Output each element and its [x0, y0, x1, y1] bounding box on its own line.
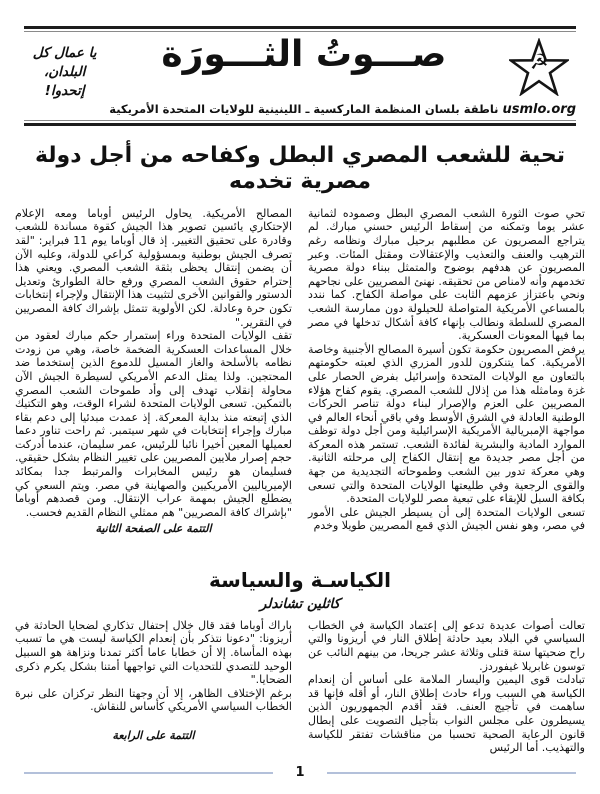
- article1-continuation-note: التتمة على الصفحة الثانية: [95, 522, 212, 536]
- publication-title: صـــوتُ الثـــورَة: [161, 34, 447, 75]
- masthead-bottom-rule: [24, 120, 576, 126]
- article2-headline: الكياسـة والسياسة: [209, 567, 391, 592]
- paragraph: يا عمال كل: [32, 44, 97, 61]
- article1-column-left: [15, 207, 292, 559]
- article1-headline: تحية للشعب المصري البطل وكفاحه من أجل دولة مصرية تخدمه: [34, 143, 566, 195]
- article1-left-paragraphs: [15, 207, 292, 520]
- top-rule-thick: [24, 26, 576, 29]
- article2-right-paragraphs: [308, 619, 585, 755]
- article2-left-paragraphs: [15, 619, 292, 714]
- article2-header: [0, 568, 600, 612]
- masthead-top-rule: [24, 26, 576, 32]
- paragraph: تحي صوت الثورة الشعب المصري البطل وصموده لثمانية عشر يوما وتمكنه من إسقاط الرئيس حسني مبارك. لم يتراجع المصريون عن مطلبهم برحيل مبارك ونظامه رغم الترهيب والعنف والتعذيب والإعتقالات ومقتل المئات. وعبر المصريون عن هدفهم بوضوح والمتمثل ببناء دولة مصرية تخدمهم وأنه لامناص من تحقيقه. نهنئ المصريين على نجاحهم ونحي باعتزاز عزمهم الثابت على مواصلة الكفاح. كما نندد بالمساعي الأمريكية المتواصلة للحيلولة دون ممارسة الشعب المصري للسلطة ونطالب بإنهاء كافة أشكال تدخلها في مصر بما فيها المعونات العسكرية.: [308, 206, 585, 343]
- article1-body: [15, 207, 585, 559]
- article1-column-right: [308, 207, 585, 559]
- masthead-logo-block: [502, 36, 576, 118]
- paragraph: تسعى الولايات المتحدة إلى أن يسيطر الجيش على الأمور في مصر، وهو نفس الجيش الذي قمع المصريين طويلا وخدم: [308, 505, 585, 533]
- paragraph: باراك أوباما فقد قال خلال إحتفال تذكاري لضحايا الحادثة في أريزونا: "دعونا نتذكر بأن إنعدام الكياسة ليست هي ما تسبب بهذه المأساة. إلا أن خطابا عاما أكثر تمدنا ونزاهة هو السبيل الوحيد للتصدي للتحديات التي تواجهها أمتنا بشكل يكرم ذكرى الضحايا.": [15, 618, 292, 687]
- page-footer: [24, 765, 576, 780]
- masthead: [24, 36, 576, 118]
- website-url: usmlo.org: [502, 102, 576, 117]
- bottom-rule-thick: [24, 123, 576, 126]
- workers-slogan: [24, 36, 105, 118]
- top-rule-thin: [24, 31, 576, 32]
- paragraph: البلدان،: [43, 63, 86, 80]
- paragraph: إتحدوا!: [44, 82, 85, 99]
- paragraph: يرفض المصريون حكومة تكون أسيرة المصالح الأجنبية وخاصة الأمريكية. كما يتنكرون للدور المزري الذي لعبته حكومتهم بالتعاون مع الولايات المتحدة وإسرائيل بفرض الحصار على غزة ومامثله هذا من إذلال للشعب المصري. يقوم كفاح هؤلاء المصريين على العزم والإصرار لبناء دولة تناصر الحركات الوطنية العادلة في الشرق الأوسط وفي باقي أنحاء العالم في مواجهة الإمبريالية الأمريكية الإسرائيلية ومن أجل دولة توظف الموارد المادية والبشرية لفائدة الشعب. تستمر هذه المعركة من أجل مصر جديدة مع إنتقال الكفاح إلى مرحلته الثانية. وهي معركة تدور بين الشعب وطموحاته التجديدية من جهة والقوى الرجعية وفي طليعتها الولايات المتحدة والتي تسعى بكافة السبل للإبقاء على تبعية مصر للولايات المتحدة.: [307, 342, 585, 506]
- paragraph: تعالت أصوات عديدة تدعو إلى إعتماد الكياسة في الخطاب السياسي في البلاد بعيد حادثة إطلاق النار في أريزونا والتي راح ضحيتها ستة قتلى وثلاثة عشر جريحا، من بينهم النائب عن توسون غابريلا غيفوردز.: [308, 618, 585, 673]
- article2-continuation-note: التتمة على الرابعة: [112, 728, 195, 742]
- hammer-sickle-icon: ☭: [529, 50, 549, 74]
- article1-right-paragraphs: [308, 207, 585, 533]
- paragraph: المصالح الأمريكية. يحاول الرئيس أوباما ومعه الإعلام الإحتكاري يائسين تصوير هذا الجيش كقوة مساندة للشعب وقادرة على تحقيق التغيير. إذ قال أوباما يوم 11 فبراير: "لقد تصرف الجيش بوطنية وبمسؤولية كراعي للدولة، وعليه الآن أن يضمن إنتقال يحظى بثقة الشعب المصري. ويعني هذا إحترام حقوق الشعب المصري ورفع حالة الطوارئ وتعديل الدستور والقوانين الأخرى لتثبيت هذا الإنتقال ولإجراء إنتخابات تكون حرة وعادلة. لكن الأولوية تتمثل بإشراك كافة المصريين في التقرير.": [15, 206, 292, 329]
- paragraph: برغم الإختلاف الظاهر، إلا أن وجهتا النظر تركزان على نبرة الخطاب السياسي الأمريكي كأساس للنقاش.: [15, 686, 292, 714]
- paragraph: تبادلت قوى اليمين واليسار الملامة على أساس أن إنعدام الكياسة هي السبب وراء حادث إطلاق النار، أو أقله فإنها قد ساهمت في تأجيج العنف. فقد أقدم الجمهوريون الذين يسيطرون على مجلس النواب بتأجيل التصويت على إبطال قانون الرعاية الصحية تحسبا من مناقشات تفتقر للكياسة والتهذيب. أما الرئيس: [308, 673, 585, 755]
- article2-column-right: [308, 619, 585, 755]
- article2-column-left: [15, 619, 292, 755]
- footer-rule-left: [24, 772, 273, 774]
- article2-body: [15, 619, 585, 755]
- masthead-center: [105, 36, 502, 118]
- publication-subtitle: ناطقة بلسان المنظمة الماركسية ـ اللينينية للولايات المتحدة الأمريكية: [109, 102, 499, 116]
- bottom-rule-thin: [24, 120, 576, 121]
- footer-rule-right: [327, 772, 576, 774]
- star-hammer-sickle-icon: [509, 38, 569, 96]
- page-number: 1: [295, 765, 305, 780]
- paragraph: تقف الولايات المتحدة وراء إستمرار حكم مبارك لعقود من خلال المساعدات العسكرية الضخمة خاصة، وهي من زودت نظامه بالأسلحة والغاز المسيل للدموع الذين إستخدما ضد المحتجين. ولذا يمثل الدعم الأمريكي لسيطرة الجيش الآن محاولة إنقلاب تهدف إلى وأد طموحات الشعب المصري بالتمكين. تسعى الولايات المتحدة لشراء الوقت، وهو التكتيك الذي إتبعته منذ بداية المعركة. إذ عمدت مبدئيا إلى دعم بقاء مبارك وإجراء إنتخابات في شهر سيتمبر. ثم راحت تناور دعما لعميلها المعين أخيرا نائبا للرئيس، عمر سليمان، عندما أدركت حجم إصرار ملايين المصريين على تغيير النظام بشكل حقيقي. فسليمان هو رئيس المخابرات والمرتبط جدا بمكائد الإميرياليين الأمريكيين والصهاينة في مصر. ويتم السعي كي يضطلع الجيش بمهمة عراب الإنتقال. ومن قصدهم أوباما "بإشراك كافة المصريين" هم ممثلي النظام القديم فحسب.: [15, 329, 292, 519]
- article2-byline: كاثلين تشاندلر: [259, 595, 341, 612]
